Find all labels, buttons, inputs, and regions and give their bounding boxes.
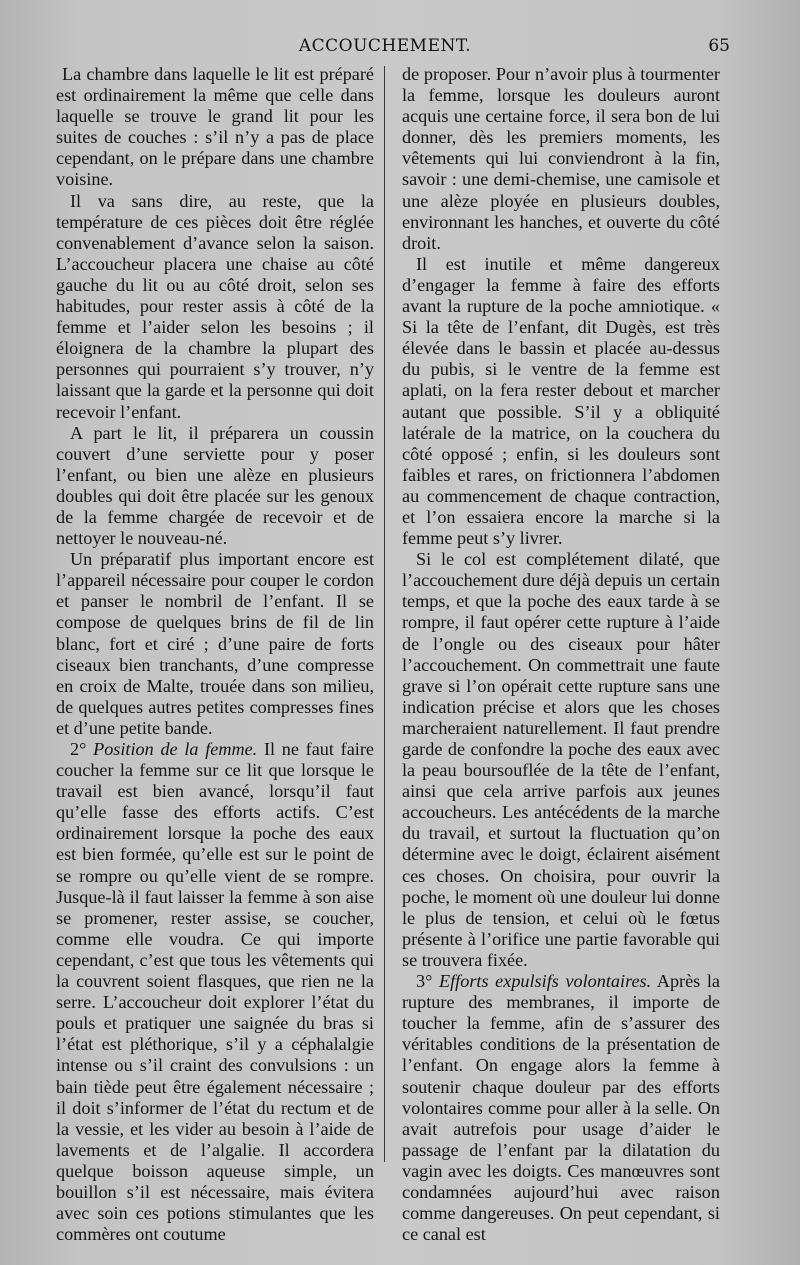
section-number: 2° — [70, 739, 94, 759]
paragraph-text: A part le lit, il préparera un coussin couvert d’une serviette pour y poser l’enfant, ou bien une alèze en plusieurs doubles qui doit être placée sur les genoux de la femme chargée de recevoir et de nettoyer le nouveau-né. — [56, 422, 374, 549]
paragraph — [402, 971, 720, 1245]
paragraph-text: Il est inutile et même dangereux d’engager la femme à faire des efforts avant la rupture de la poche amniotique. « Si la tête de l’enfant, dit Dugès, est très élevée dans le bassin et placée au-dessus du pubis, si le ventre de la femme est aplati, on la fera rester debout et marcher autant que possible. S’il y a obliquité latérale de la matrice, on la couchera du côté opposé ; enfin, si les douleurs sont faibles et rares, on frictionnera l’abdomen au commencement de chaque contraction, et l’on essaiera encore la marche si la femme peut s’y livrer. — [402, 253, 720, 549]
page-number: 65 — [708, 36, 730, 56]
paragraph-text: Il ne faut faire coucher la femme sur ce lit que lorsque le travail est bien avancé, lorsqu’il faut qu’elle fasse des efforts actifs. C’est ordinairement lorsque la poche des eaux est bien formée, qu’elle est sur le point de se rompre ou qu’elle vient de se rompre. Jusque-là il faut laisser la femme à son aise se promener, rester assise, se coucher, comme elle voudra. Ce qui importe cependant, c’est que tous les vêtements qui la couvrent soient flasques, que rien ne la serre. L’accoucheur doit explorer l’état du pouls et pratiquer une saignée du bras si l’état est pléthorique, s’il y a céphalalgie intense ou s’il craint des convulsions : un bain tiède peut être également nécessaire ; il doit s’informer de l’état du rectum et de la vessie, et les vider au besoin à l’aide de lavements et de l’algalie. Il accordera quelque boisson aqueuse simple, un bouillon s’il est nécessaire, mais évitera avec soin ces potions stimulantes que les commères ont coutume — [56, 739, 374, 1245]
paragraph-text: Il va sans dire, au reste, que la température de ces pièces doit être réglée convenablement d’avance selon la saison. L’accoucheur placera une chaise au côté gauche du lit ou au côté droit, selon ses habitudes, pour rester assis à côté de la femme et l’aider selon les besoins ; il éloignera de la chambre la plupart des personnes qui pourraient s’y trouver, n’y laissant que la garde et la personne qui doit recevoir l’enfant. — [56, 190, 374, 422]
page-title: ACCOUCHEMENT. — [298, 36, 472, 56]
column-divider — [384, 66, 385, 1162]
paragraph — [56, 549, 374, 739]
paragraph-text: de proposer. Pour n’avoir plus à tourmenter la femme, lorsque les douleurs auront acquis une certaine force, il sera bon de lui donner, dès les premiers moments, les vêtements qui lui conviendront à la fin, savoir : une demi-chemise, une camisole et une alèze ployée en plusieurs doubles, environnant les hanches, et ouverte du côté droit. — [402, 64, 720, 253]
left-column — [56, 64, 374, 1245]
paragraph — [56, 423, 374, 550]
right-column — [402, 64, 720, 1245]
paragraph-text: Si le col est complétement dilaté, que l’accouchement dure déjà depuis un certain temps, et que la poche des eaux tarde à se rompre, il faut opérer cette rupture à l’aide de l’ongle ou des ciseaux pour hâter l’accouchement. On commettrait une faute grave si l’on opérait cette rupture sans une indication précise et alors que les choses marcheraient naturellement. Il faut prendre garde de confondre la poche des eaux avec la peau boursouflée de la tête de l’enfant, ainsi que cela arrive parfois aux jeunes accoucheurs. Les antécédents de la marche du travail, et surtout la fluctuation qu’on détermine avec le doigt, éclairent aisément ces choses. On choisira, pour ouvrir la poche, le moment où une douleur lui donne le plus de tension, et celui où le fœtus présente à l’orifice une partie favorable qui se trouvera fixée. — [402, 549, 720, 970]
section-number: 3° — [416, 971, 440, 992]
paragraph — [56, 739, 374, 1245]
section-heading: Efforts expulsifs volontaires. — [439, 971, 652, 992]
running-header — [40, 36, 730, 60]
section-heading: Position de la femme. — [93, 739, 258, 759]
paragraph-text: Après la rupture des membranes, il importe de toucher la femme, afin de s’assurer des véritables conditions de la présentation de l’enfant. On engage alors la femme à soutenir chaque douleur par des efforts volontaires comme pour aller à la selle. On avait autrefois pour usage d’aider le passage de l’enfant par la dilatation du vagin avec les doigts. Ces manœuvres sont condamnées aujourd’hui avec raison comme dangereuses. On peut cependant, si ce canal est — [402, 971, 721, 1245]
paragraph-text: La chambre dans laquelle le lit est préparé est ordinairement la même que celle dans laquelle se trouve le grand lit pour les suites de couches : s’il n’y a pas de place cependant, on le prépare dans une chambre voisine. — [56, 64, 374, 190]
paragraph-text: Un préparatif plus important encore est l’appareil nécessaire pour couper le cordon et panser le nombril de l’enfant. Il se compose de quelques brins de fil de lin blanc, fort et ciré ; d’une paire de forts ciseaux bien tranchants, d’une compresse en croix de Malte, trouée dans son milieu, de quelques autres petites compresses fines et d’une petite bande. — [56, 549, 374, 738]
paragraph — [402, 64, 720, 254]
paragraph — [56, 64, 374, 191]
paragraph — [56, 191, 374, 423]
paragraph — [402, 549, 720, 971]
paragraph — [402, 254, 720, 549]
